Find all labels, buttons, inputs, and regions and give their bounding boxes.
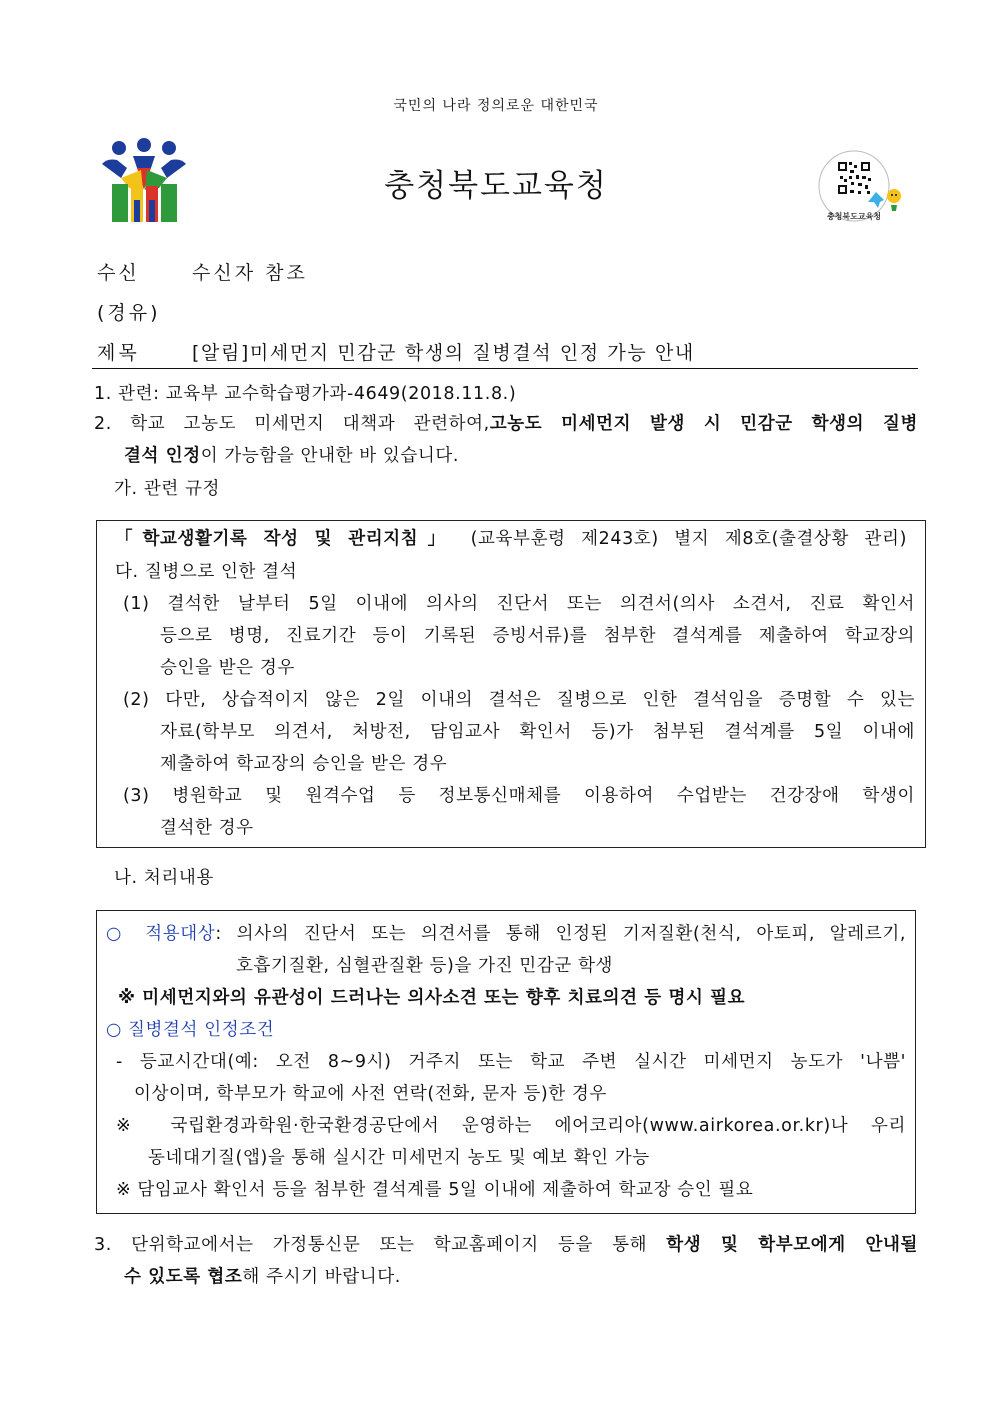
qr-code-emblem [814, 148, 916, 228]
motto: 국민의 나라 정의로운 대한민국 [393, 98, 599, 114]
regulation-title [115, 523, 907, 555]
regulation-title-bold: 「학교생활기록 작성 및 관리지침」 [115, 529, 456, 549]
organization-name: 충청북도교육청 [384, 168, 608, 204]
clause-3-line-2: 결석한 경우 [160, 818, 254, 838]
clause-2-line-1: (2) 다만, 상습적이지 않은 2일 이내의 결석은 질병으로 인한 결석임을 증명할 수 있는 [123, 690, 915, 710]
clause-1-line-1: (1) 결석한 날부터 5일 이내에 의사의 진단서 또는 의견서(의사 소견서, 진료 확인서 [123, 594, 915, 614]
item-2-bold-1: 고농도 미세먼지 발생 시 민감군 학생의 질병 [489, 414, 919, 434]
item-3-bold-1: 학생 및 학부모에게 안내될 [666, 1235, 918, 1255]
note-1: ※ 미세먼지와의 유관성이 드러나는 의사소견 또는 향후 치료의견 등 명시 필요 [118, 988, 746, 1008]
item-2-bold-2: 결석 인정 [124, 446, 201, 466]
regulation-title-rest: (교육부훈령 제243호) 별지 제8호(출결상황 관리) [470, 529, 907, 549]
item-1: 1. 관련: 교육부 교수학습평가과-4649(2018.11.8.) [94, 384, 517, 404]
clause-3-line-1: (3) 병원학교 및 원격수업 등 정보통신매체를 이용하여 수업받는 건강장애 학생이 [123, 786, 915, 806]
subject-value: [알림]미세먼지 민감군 학생의 질병결석 인정 가능 안내 [192, 342, 695, 364]
sub-heading-ga: 가. 관련 규정 [114, 479, 221, 499]
condition-label: ○ 질병결석 인정조건 [106, 1020, 275, 1040]
recipient-value: 수신자 참조 [192, 262, 308, 284]
item-3-line-2 [124, 1261, 401, 1293]
recipient-label: 수신 [97, 262, 140, 284]
item-2-line-1 [94, 408, 918, 440]
item-3-bold-2: 수 있도록 협조 [124, 1267, 243, 1287]
item-2-line-2 [124, 440, 459, 472]
target-line-1 [106, 918, 906, 950]
regulation-da: 다. 질병으로 인한 결석 [115, 562, 298, 582]
clause-2-line-3: 제출하여 학교장의 승인을 받은 경우 [160, 754, 448, 774]
clause-1-line-3: 승인을 받은 경우 [160, 658, 295, 678]
note-3: ※ 담임교사 확인서 등을 첨부한 결석계를 5일 이내에 제출하여 학교장 승인 필요 [116, 1180, 754, 1200]
clause-2-line-2: 자료(학부모 의견서, 처방전, 담임교사 확인서 등)가 첨부된 결석계를 5일 이내에 [160, 722, 915, 742]
condition-line-1: - 등교시간대(예: 오전 8~9시) 거주지 또는 학교 주변 실시간 미세먼지 농도가 '나쁨' [116, 1052, 906, 1072]
item-2-prefix: 2. 학교 고농도 미세먼지 대책과 관련하여, [94, 414, 490, 434]
item-3-prefix: 3. 단위학교에서는 가정통신문 또는 학교홈페이지 등을 통해 [94, 1235, 667, 1255]
subject-label: 제목 [97, 342, 140, 364]
target-line-2: 호흡기질환, 심혈관질환 등)을 가진 민감군 학생 [236, 956, 613, 976]
header-divider [92, 368, 918, 369]
item-3-line-1 [94, 1229, 918, 1261]
qr-caption: 충청북도교육청 [826, 212, 882, 221]
item-2-rest: 이 가능함을 안내한 바 있습니다. [200, 446, 460, 466]
item-3-rest: 해 주시기 바랍니다. [242, 1267, 401, 1287]
condition-line-2: 이상이며, 학부모가 학교에 사전 연락(전화, 문자 등)한 경우 [134, 1084, 607, 1104]
via-label: (경유) [97, 302, 161, 324]
target-desc: : 의사의 진단서 또는 의견서를 통해 인정된 기저질환(천식, 아토피, 알레르기, [215, 924, 906, 944]
target-label: ○ 적용대상 [106, 924, 216, 944]
note-2-line-1: ※ 국립환경과학원·한국환경공단에서 운영하는 에어코리아(www.airkorea.or.kr)나 우리 [116, 1116, 906, 1136]
clause-1-line-2: 등으로 병명, 진료기간 등이 기록된 증빙서류)를 첨부한 결석계를 제출하여 학교장의 [160, 626, 915, 646]
note-2-line-2: 동네대기질(앱)을 통해 실시간 미세먼지 농도 및 예보 확인 가능 [148, 1148, 650, 1168]
sub-heading-na: 나. 처리내용 [114, 868, 214, 888]
